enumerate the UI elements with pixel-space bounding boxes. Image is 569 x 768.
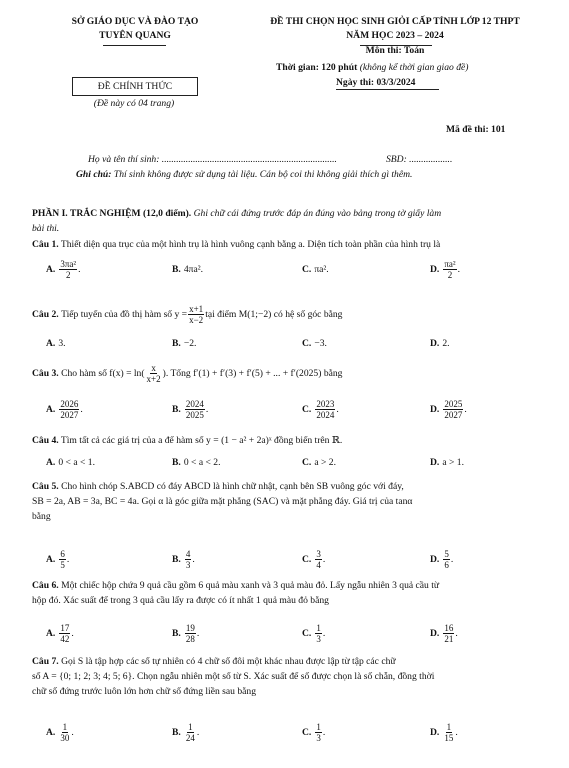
option-value: 0 < a < 1. <box>58 456 95 468</box>
option-label: D. <box>430 726 440 738</box>
denominator: 2027 <box>60 409 79 420</box>
question-2-options <box>0 331 569 355</box>
denominator: 3 <box>185 559 191 570</box>
denominator: 3 <box>316 732 321 743</box>
option-label: B. <box>172 263 181 275</box>
question-text: Một chiếc hộp chứa 9 quả cầu gồm 6 quả màu xanh và 3 quả màu đỏ. Lấy ngẫu nhiên 3 quả cầu từ <box>61 580 440 591</box>
option-a[interactable]: A. $\frac{1}{30}$ . <box>46 721 74 743</box>
denominator: 21 <box>444 633 454 644</box>
question-6-options <box>0 621 569 645</box>
option-d[interactable]: D. $\frac{16}{21}$ . <box>430 622 458 644</box>
question-line <box>32 578 540 593</box>
option-label: B. <box>172 726 181 738</box>
question-text: Thiết diện qua trục của một hình trụ là hình vuông cạnh bằng a. Diện tích toàn phần của hình trụ là <box>60 239 441 250</box>
option-value: −3. <box>314 337 327 349</box>
fraction <box>315 623 322 644</box>
section-instruction-cont: bài thi. <box>32 223 60 234</box>
question-7-options <box>0 720 569 744</box>
numerator: 19 <box>185 622 195 633</box>
option-a[interactable]: A. $\frac{6}{5}$ . <box>46 548 70 570</box>
option-label: D. <box>430 627 440 639</box>
question-text: Cho hàm số f(x) = ln( <box>61 367 145 379</box>
section-instruction: Ghi chữ cái đứng trước đáp án đúng vào bảng trong tờ giấy làm <box>193 208 442 219</box>
section-heading: PHẦN I. TRẮC NGHIỆM (12,0 điểm). <box>32 208 192 219</box>
question-text: Tiếp tuyến của đồ thị hàm số y = <box>61 308 188 320</box>
option-label: C. <box>302 627 312 639</box>
time-note: (không kể thời gian giao đề) <box>359 62 469 73</box>
note-label: Ghi chú: <box>76 169 112 180</box>
fraction <box>315 399 335 420</box>
denominator: 2027 <box>444 409 463 420</box>
option-value: a > 1. <box>442 456 464 468</box>
fraction <box>146 363 162 384</box>
question-2 <box>32 302 540 326</box>
option-label: D. <box>430 403 440 415</box>
denominator: x−2 <box>189 314 204 325</box>
fraction <box>443 259 456 280</box>
option-c[interactable] <box>302 257 329 281</box>
section-title <box>32 208 552 219</box>
question-line: bằng <box>32 511 51 522</box>
option-a[interactable] <box>46 331 66 355</box>
exam-title: ĐỀ THI CHỌN HỌC SINH GIỎI CẤP TỈNH LỚP 12 THPT <box>270 16 520 27</box>
question-label: Câu 4. <box>32 435 59 446</box>
province-underline <box>103 45 166 46</box>
numerator: 1 <box>316 721 321 732</box>
question-5 <box>32 479 540 524</box>
option-c[interactable]: C. $\frac{2023}{2024}$ . <box>302 398 339 420</box>
option-b[interactable] <box>172 257 203 281</box>
option-label: B. <box>172 553 181 565</box>
option-c[interactable]: C. $\frac{1}{3}$ . <box>302 721 326 743</box>
question-label: Câu 7. <box>32 656 59 667</box>
question-1 <box>32 237 540 252</box>
question-label: Câu 3. <box>32 367 59 379</box>
question-4-options <box>0 450 569 474</box>
numerator: 2023 <box>316 398 335 409</box>
option-d[interactable]: D. $\frac{1}{15}$ . <box>430 721 458 743</box>
option-value: 2. <box>442 337 450 349</box>
numerator: 4 <box>185 548 191 559</box>
fraction <box>59 623 70 644</box>
denominator: 2024 <box>316 409 335 420</box>
numerator: 1 <box>316 622 321 633</box>
option-b[interactable] <box>172 331 196 355</box>
candidate-name-line: Họ và tên thí sinh: ......................................................................... <box>88 154 337 165</box>
option-d[interactable]: D. $\frac{2025}{2027}$ . <box>430 398 467 420</box>
option-a[interactable]: A. $\frac{17}{42}$ . <box>46 622 74 644</box>
option-label: C. <box>302 456 312 468</box>
question-text: Gọi S là tập hợp các số tự nhiên có 4 chữ số đôi một khác nhau được lập từ tập các chữ <box>61 656 396 667</box>
official-box <box>72 77 198 96</box>
option-value: −2. <box>183 337 197 349</box>
denominator: 6 <box>444 559 449 570</box>
option-d[interactable] <box>430 450 464 474</box>
fraction <box>315 722 322 743</box>
question-label: Câu 5. <box>32 481 59 492</box>
question-line <box>32 479 540 494</box>
question-5-options <box>0 547 569 571</box>
numerator: x <box>151 362 156 373</box>
question-line <box>32 654 540 669</box>
option-value: 0 < a < 2. <box>183 456 221 468</box>
option-label: A. <box>46 726 56 738</box>
option-label: C. <box>302 553 312 565</box>
numerator: 2026 <box>60 398 79 409</box>
question-line: số A = {0; 1; 2; 3; 4; 5; 6}. Chọn ngẫu nhiên một số từ S. Xác suất để số được chọn là số chẵn, đồng thời <box>32 671 435 682</box>
option-a[interactable] <box>46 450 95 474</box>
exam-date-underline <box>336 89 439 90</box>
question-3 <box>32 360 540 386</box>
question-line: hộp đó. Xác suất để trong 3 quả cầu lấy ra được có ít nhất 1 quả màu đỏ bằng <box>32 595 329 606</box>
fraction <box>59 399 79 420</box>
fraction <box>443 399 463 420</box>
option-c[interactable] <box>302 331 327 355</box>
fraction <box>315 549 322 570</box>
option-b[interactable]: B. $\frac{2024}{2025}$ . <box>172 398 209 420</box>
numerator: 16 <box>444 622 454 633</box>
subject: Môn thi: Toán <box>365 45 425 56</box>
province-name: TUYÊN QUANG <box>99 30 171 41</box>
option-d[interactable]: D. $\frac{\text{πa²}}{2}$ . <box>430 258 460 280</box>
option-value: πa². <box>314 263 329 275</box>
option-a[interactable]: A. $\frac{2026}{2027}$ . <box>46 398 83 420</box>
option-label: B. <box>172 403 181 415</box>
option-label: D. <box>430 263 440 275</box>
exam-date: Ngày thi: 03/3/2024 <box>336 77 416 88</box>
numerator: 5 <box>444 548 449 559</box>
denominator: 3 <box>316 633 321 644</box>
option-d[interactable]: D. $\frac{5}{6}$ . <box>430 548 454 570</box>
option-a[interactable]: A. $\frac{\text{3πa²}}{2}$ . <box>46 258 81 280</box>
numerator: 6 <box>60 548 65 559</box>
note <box>76 169 412 180</box>
fraction <box>185 623 196 644</box>
fraction <box>59 259 77 280</box>
option-label: A. <box>46 337 56 349</box>
option-b[interactable]: B. $\frac{1}{24}$ . <box>172 721 200 743</box>
option-c[interactable] <box>302 450 336 474</box>
question-text: Cho hình chóp S.ABCD có đáy ABCD là hình chữ nhật, cạnh bên SB vuông góc với đáy, <box>61 481 404 492</box>
denominator: 2 <box>447 269 453 280</box>
option-b[interactable]: B. $\frac{19}{28}$ . <box>172 622 200 644</box>
exam-code: Mã đề thi: 101 <box>446 124 506 135</box>
option-label: D. <box>430 456 440 468</box>
numerator: 2024 <box>185 398 204 409</box>
candidate-sbd-line: SBD: .................. <box>386 154 453 165</box>
option-b[interactable]: B. $\frac{4}{3}$ . <box>172 548 195 570</box>
denominator: 5 <box>60 559 65 570</box>
option-label: A. <box>46 263 56 275</box>
exam-time <box>276 62 566 73</box>
option-label: A. <box>46 627 56 639</box>
fraction <box>185 722 196 743</box>
question-4 <box>32 433 540 448</box>
option-label: A. <box>46 553 56 565</box>
numerator: 3 <box>316 548 321 559</box>
question-label: Câu 2. <box>32 308 59 320</box>
option-label: C. <box>302 337 312 349</box>
denominator: 30 <box>60 732 70 743</box>
denominator: 24 <box>185 732 195 743</box>
note-text: Thí sinh không được sử dụng tài liệu. Cán bộ coi thi không giải thích gì thêm. <box>113 169 413 180</box>
fraction <box>59 549 66 570</box>
option-b[interactable] <box>172 450 220 474</box>
fraction <box>443 623 454 644</box>
option-value: a > 2. <box>314 456 336 468</box>
numerator: πa² <box>444 258 456 269</box>
department-name: SỞ GIÁO DỤC VÀ ĐÀO TẠO <box>71 16 199 27</box>
fraction <box>443 549 450 570</box>
question-text-after: ). Tổng f′(1) + f′(3) + f′(5) + ... + f′(2025) bằng <box>162 367 343 379</box>
option-label: D. <box>430 337 440 349</box>
numerator: x+1 <box>189 303 204 314</box>
numerator: 3πa² <box>60 258 77 269</box>
question-text: Tìm tất cả các giá trị của a để hàm số y = (1 − a² + 2a)ˣ đồng biến trên ℝ. <box>60 435 343 446</box>
question-label: Câu 6. <box>32 580 59 591</box>
fraction <box>443 722 454 743</box>
option-label: C. <box>302 263 312 275</box>
question-label: Câu 1. <box>32 239 59 250</box>
question-text-after: tại điểm M(1;−2) có hệ số góc bằng <box>205 308 343 320</box>
denominator: x+2 <box>146 373 161 384</box>
question-6 <box>32 578 540 608</box>
option-label: B. <box>172 627 181 639</box>
school-year: NĂM HỌC 2023 – 2024 <box>346 30 444 41</box>
denominator: 2025 <box>185 409 204 420</box>
page-count: (Đề này có 04 trang) <box>93 98 175 109</box>
option-label: A. <box>46 403 56 415</box>
option-c[interactable]: C. $\frac{1}{3}$ . <box>302 622 326 644</box>
question-3-options <box>0 397 569 421</box>
numerator: 1 <box>62 721 68 732</box>
numerator: 17 <box>60 622 70 633</box>
question-line: SB = 2a, AB = 3a, BC = 4a. Gọi α là góc giữa mặt phẳng (SAC) và mặt phẳng đáy. Giá trị của tanα <box>32 496 413 507</box>
numerator: 1 <box>446 721 452 732</box>
denominator: 15 <box>444 732 454 743</box>
option-label: C. <box>302 403 312 415</box>
fraction <box>188 304 204 325</box>
option-d[interactable] <box>430 331 450 355</box>
option-label: B. <box>172 456 181 468</box>
fraction <box>59 722 70 743</box>
denominator: 28 <box>185 633 195 644</box>
option-label: A. <box>46 456 56 468</box>
option-value: 4πa². <box>183 263 203 275</box>
fraction <box>185 399 205 420</box>
fraction <box>185 549 192 570</box>
option-label: C. <box>302 726 312 738</box>
question-1-options <box>0 257 569 281</box>
question-7 <box>32 654 540 699</box>
time-label: Thời gian: 120 phút <box>276 62 358 73</box>
denominator: 42 <box>60 633 70 644</box>
option-c[interactable]: C. $\frac{3}{4}$ . <box>302 548 326 570</box>
numerator: 2025 <box>444 398 463 409</box>
denominator: 2 <box>65 269 71 280</box>
numerator: 1 <box>188 721 193 732</box>
option-label: D. <box>430 553 440 565</box>
option-value: 3. <box>58 337 66 349</box>
option-label: B. <box>172 337 181 349</box>
official-label: ĐỀ CHÍNH THỨC <box>97 81 173 92</box>
question-line: chữ số đứng trước luôn lớn hơn chữ số đứng liền sau bằng <box>32 686 257 697</box>
denominator: 4 <box>316 559 321 570</box>
